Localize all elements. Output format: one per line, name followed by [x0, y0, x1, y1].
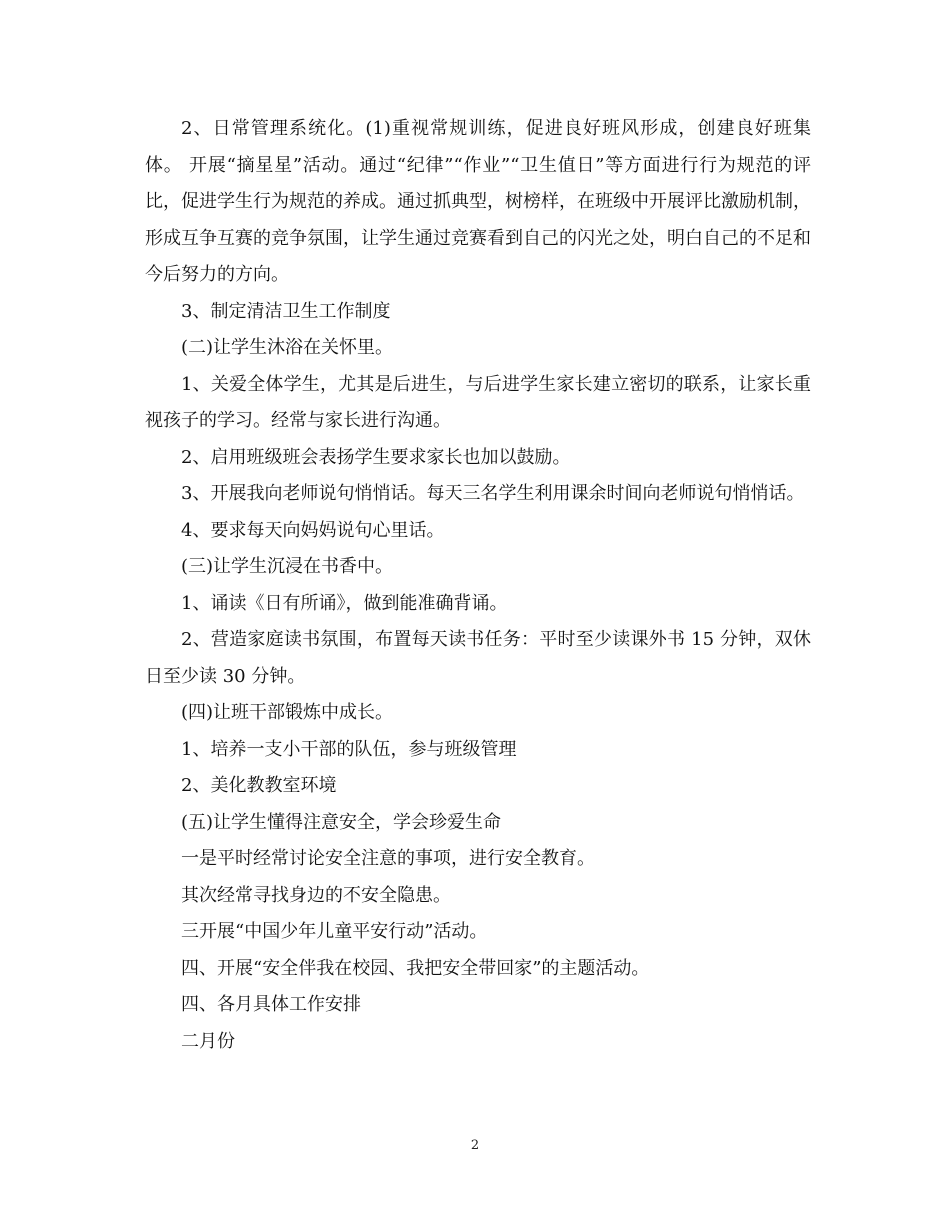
paragraph-train-cadres: 1、培养一支小干部的队伍，参与班级管理: [181, 738, 517, 760]
paragraph-whisper-teacher: 3、开展我向老师说句悄悄话。每天三名学生利用课余时间向老师说句悄悄话。: [181, 483, 805, 504]
paragraph-recite: 1、诵读《日有所诵》，做到能准确背诵。: [181, 592, 508, 614]
paragraph-daily-management: 2、日常管理系统化。(1)重视常规训练，促进良好班风形成，创建良好班集体。 开展“摘星星”活动。通过“纪律”“作业”“卫生值日”等方面进行行为规范的评比，促进学生行为规范的养成。通过抓典型，树榜样，在班级中开展评比激励机制，形成互争互赛的竞争氛围，让学生通过竞赛看到自己的闪光之处，明白自己的不足和今后努力的方向。: [145, 118, 811, 285]
paragraph-cleaning-system: 3、制定清洁卫生工作制度: [181, 300, 391, 322]
paragraph-hazards: 其次经常寻找身边的不安全隐患。: [181, 884, 451, 906]
paragraph-care-all-students: 1、关爱全体学生，尤其是后进生，与后进学生家长建立密切的联系，让家长重视孩子的学习。经常与家长进行沟通。: [145, 373, 811, 431]
page-number: 2: [470, 1138, 480, 1153]
paragraph-safety-action: 三开展“中国少年儿童平安行动”活动。: [181, 921, 488, 942]
paragraph-safety-theme: 四、开展“安全伴我在校园、我把安全带回家”的主题活动。: [181, 957, 650, 979]
paragraph-safety-discussion: 一是平时经常讨论安全注意的事项，进行安全教育。: [181, 848, 595, 869]
heading-reading: (三)让学生沉浸在书香中。: [181, 556, 394, 577]
paragraph-class-meeting: 2、启用班级班会表扬学生要求家长也加以鼓励。: [181, 446, 571, 468]
heading-monthly-plan: 四、各月具体工作安排: [181, 994, 361, 1015]
heading-care: (二)让学生沐浴在关怀里。: [181, 337, 394, 358]
paragraph-beautify-classroom: 2、美化教教室环境: [181, 775, 337, 796]
heading-february: 二月份: [181, 1030, 235, 1052]
paragraph-talk-to-mom: 4、要求每天向妈妈说句心里话。: [181, 519, 445, 541]
paragraph-family-reading: 2、营造家庭读书氛围，布置每天读书任务：平时至少读课外书 15 分钟，双休日至少读 30 分钟。: [145, 629, 811, 687]
heading-safety: (五)让学生懂得注意安全，学会珍爱生命: [181, 811, 502, 833]
page-body: [145, 111, 811, 1060]
heading-class-cadres: (四)让班干部锻炼中成长。: [181, 702, 394, 723]
